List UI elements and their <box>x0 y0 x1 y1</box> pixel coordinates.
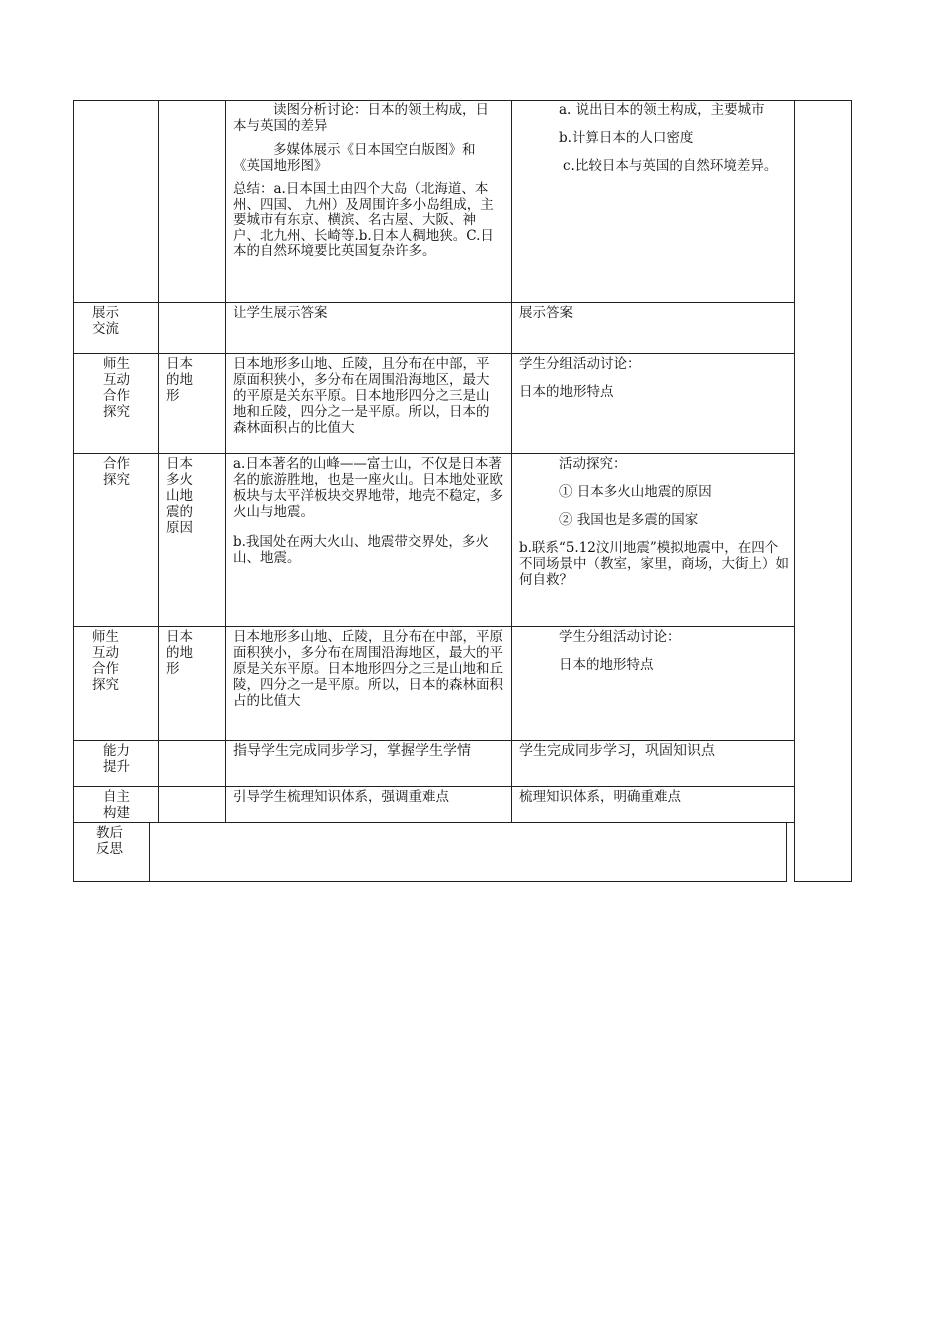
teacher-activity-text: 总结：a.日本国土由四个大岛（北海道、本州、四国、 九州）及周围许多小岛组成，主要城市有东京、横滨、名古屋、大阪、神户、北九州、长崎等.b.日本人稠地狭。C.日本的自然环境要比英国复杂许多。 <box>233 181 494 259</box>
student-activity-text: a. 说出日本的领土构成，主要城市 <box>559 102 765 118</box>
student-activity-cell <box>519 789 789 813</box>
teacher-activity-text: 日本地形多山地、丘陵，且分布在中部，平原面积狭小，多分布在周围沿海地区，最大的平原是关东平原。日本地形四分之三是山地和丘陵，四分之一是平原。所以，日本的森林面积占的比值大 <box>233 356 490 436</box>
teacher-activity-text: 引导学生梳理知识体系，强调重难点 <box>233 789 449 805</box>
table-rule <box>73 626 795 627</box>
table-rule <box>158 100 159 822</box>
student-activity-text: 展示答案 <box>519 305 573 321</box>
student-activity-text: 活动探究： <box>559 456 627 472</box>
stage-label: 展示交流 <box>92 305 119 337</box>
student-activity-text: 学生完成同步学习，巩固知识点 <box>519 743 715 759</box>
topic-cell <box>166 356 200 412</box>
reflection-label-cell <box>96 825 130 865</box>
topic-label: 日本的地形 <box>166 629 193 677</box>
table-rule <box>73 740 795 741</box>
table-rule <box>73 353 795 354</box>
teacher-activity-text: 日本地形多山地、丘陵，且分布在中部，平原面积狭小，多分布在周围沿海地区，最大的平原是关东平原。日本地形四分之三是山地和丘陵，四分之一是平原。所以，日本的森林面积占的比值大 <box>233 629 503 709</box>
topic-label: 日本的地形 <box>166 356 193 404</box>
topic-cell <box>166 456 200 544</box>
student-activity-cell <box>519 305 789 329</box>
teacher-activity-cell <box>233 743 501 767</box>
table-rule <box>73 100 74 881</box>
teacher-activity-cell <box>233 305 501 329</box>
teacher-activity-text: 让学生展示答案 <box>233 305 328 321</box>
teacher-activity-text: b.我国处在两大火山、地震带交界处，多火山、地震。 <box>233 534 489 566</box>
student-activity-text: 日本的地形特点 <box>519 384 614 400</box>
topic-label: 日本多火山地震的原因 <box>166 456 193 536</box>
stage-cell <box>92 305 124 345</box>
stage-label: 合作探究 <box>103 456 130 488</box>
student-activity-text: 梳理知识体系，明确重难点 <box>519 789 681 805</box>
student-activity-text: 日本的地形特点 <box>559 657 654 673</box>
table-rule <box>73 881 149 882</box>
table-rule <box>73 822 795 823</box>
student-activity-text: b.联系“5.12汶川地震”模拟地震中，在四个不同场景中（教室，家里，商场，大街上）如何自救？ <box>519 540 789 588</box>
stage-label: 能力提升 <box>103 743 130 775</box>
teacher-activity-cell <box>233 102 501 268</box>
table-rule <box>73 453 795 454</box>
student-activity-cell <box>519 356 789 408</box>
student-activity-cell <box>519 743 789 767</box>
stage-label: 师生互动合作探究 <box>92 629 119 693</box>
teacher-activity-text: 多媒体展示《日本国空白版图》和《英国地形图》 <box>233 142 476 174</box>
table-rule <box>73 302 795 303</box>
stage-label: 自主构建 <box>103 789 130 821</box>
student-activity-text: c.比较日本与英国的自然环境差异。 <box>563 158 778 174</box>
table-rule <box>149 822 150 882</box>
stage-cell <box>103 456 137 496</box>
student-activity-text: ② 我国也是多震的国家 <box>559 512 699 528</box>
stage-label: 师生互动合作探究 <box>103 356 130 420</box>
teacher-activity-text: 读图分析讨论：日本的领土构成，日本与英国的差异 <box>233 102 489 134</box>
table-rule <box>511 100 512 822</box>
student-activity-text: b.计算日本的人口密度 <box>559 130 694 146</box>
stage-cell <box>92 629 126 701</box>
table-rule <box>786 822 787 882</box>
topic-cell <box>166 629 200 685</box>
teacher-activity-cell <box>233 456 505 574</box>
teacher-activity-cell <box>233 356 501 444</box>
table-rule <box>225 100 226 822</box>
student-activity-text: 学生分组活动讨论： <box>559 629 681 645</box>
teacher-activity-text: a.日本著名的山峰——富士山，不仅是日本著名的旅游胜地，也是一座火山。日本地处亚欧板块与太平洋板块交界地带，地壳不稳定，多火山与地震。 <box>233 456 503 520</box>
student-activity-text: 学生分组活动讨论： <box>519 356 641 372</box>
table-rule <box>851 100 852 882</box>
student-activity-cell <box>519 102 789 182</box>
student-activity-cell <box>519 456 789 596</box>
student-activity-cell <box>519 629 789 681</box>
stage-cell <box>103 789 137 829</box>
reflection-content-cell[interactable] <box>156 825 776 875</box>
stage-cell <box>103 743 137 783</box>
table-rule <box>794 100 795 882</box>
table-rule <box>73 786 795 787</box>
table-rule <box>794 881 852 882</box>
table-rule <box>73 100 852 101</box>
table-rule <box>149 881 786 882</box>
student-activity-text: ① 日本多火山地震的原因 <box>559 484 712 500</box>
reflection-label: 教后反思 <box>96 825 123 857</box>
stage-cell <box>103 356 137 428</box>
teacher-activity-text: 指导学生完成同步学习，掌握学生学情 <box>233 743 471 759</box>
teacher-activity-cell <box>233 789 509 813</box>
teacher-activity-cell <box>233 629 505 717</box>
